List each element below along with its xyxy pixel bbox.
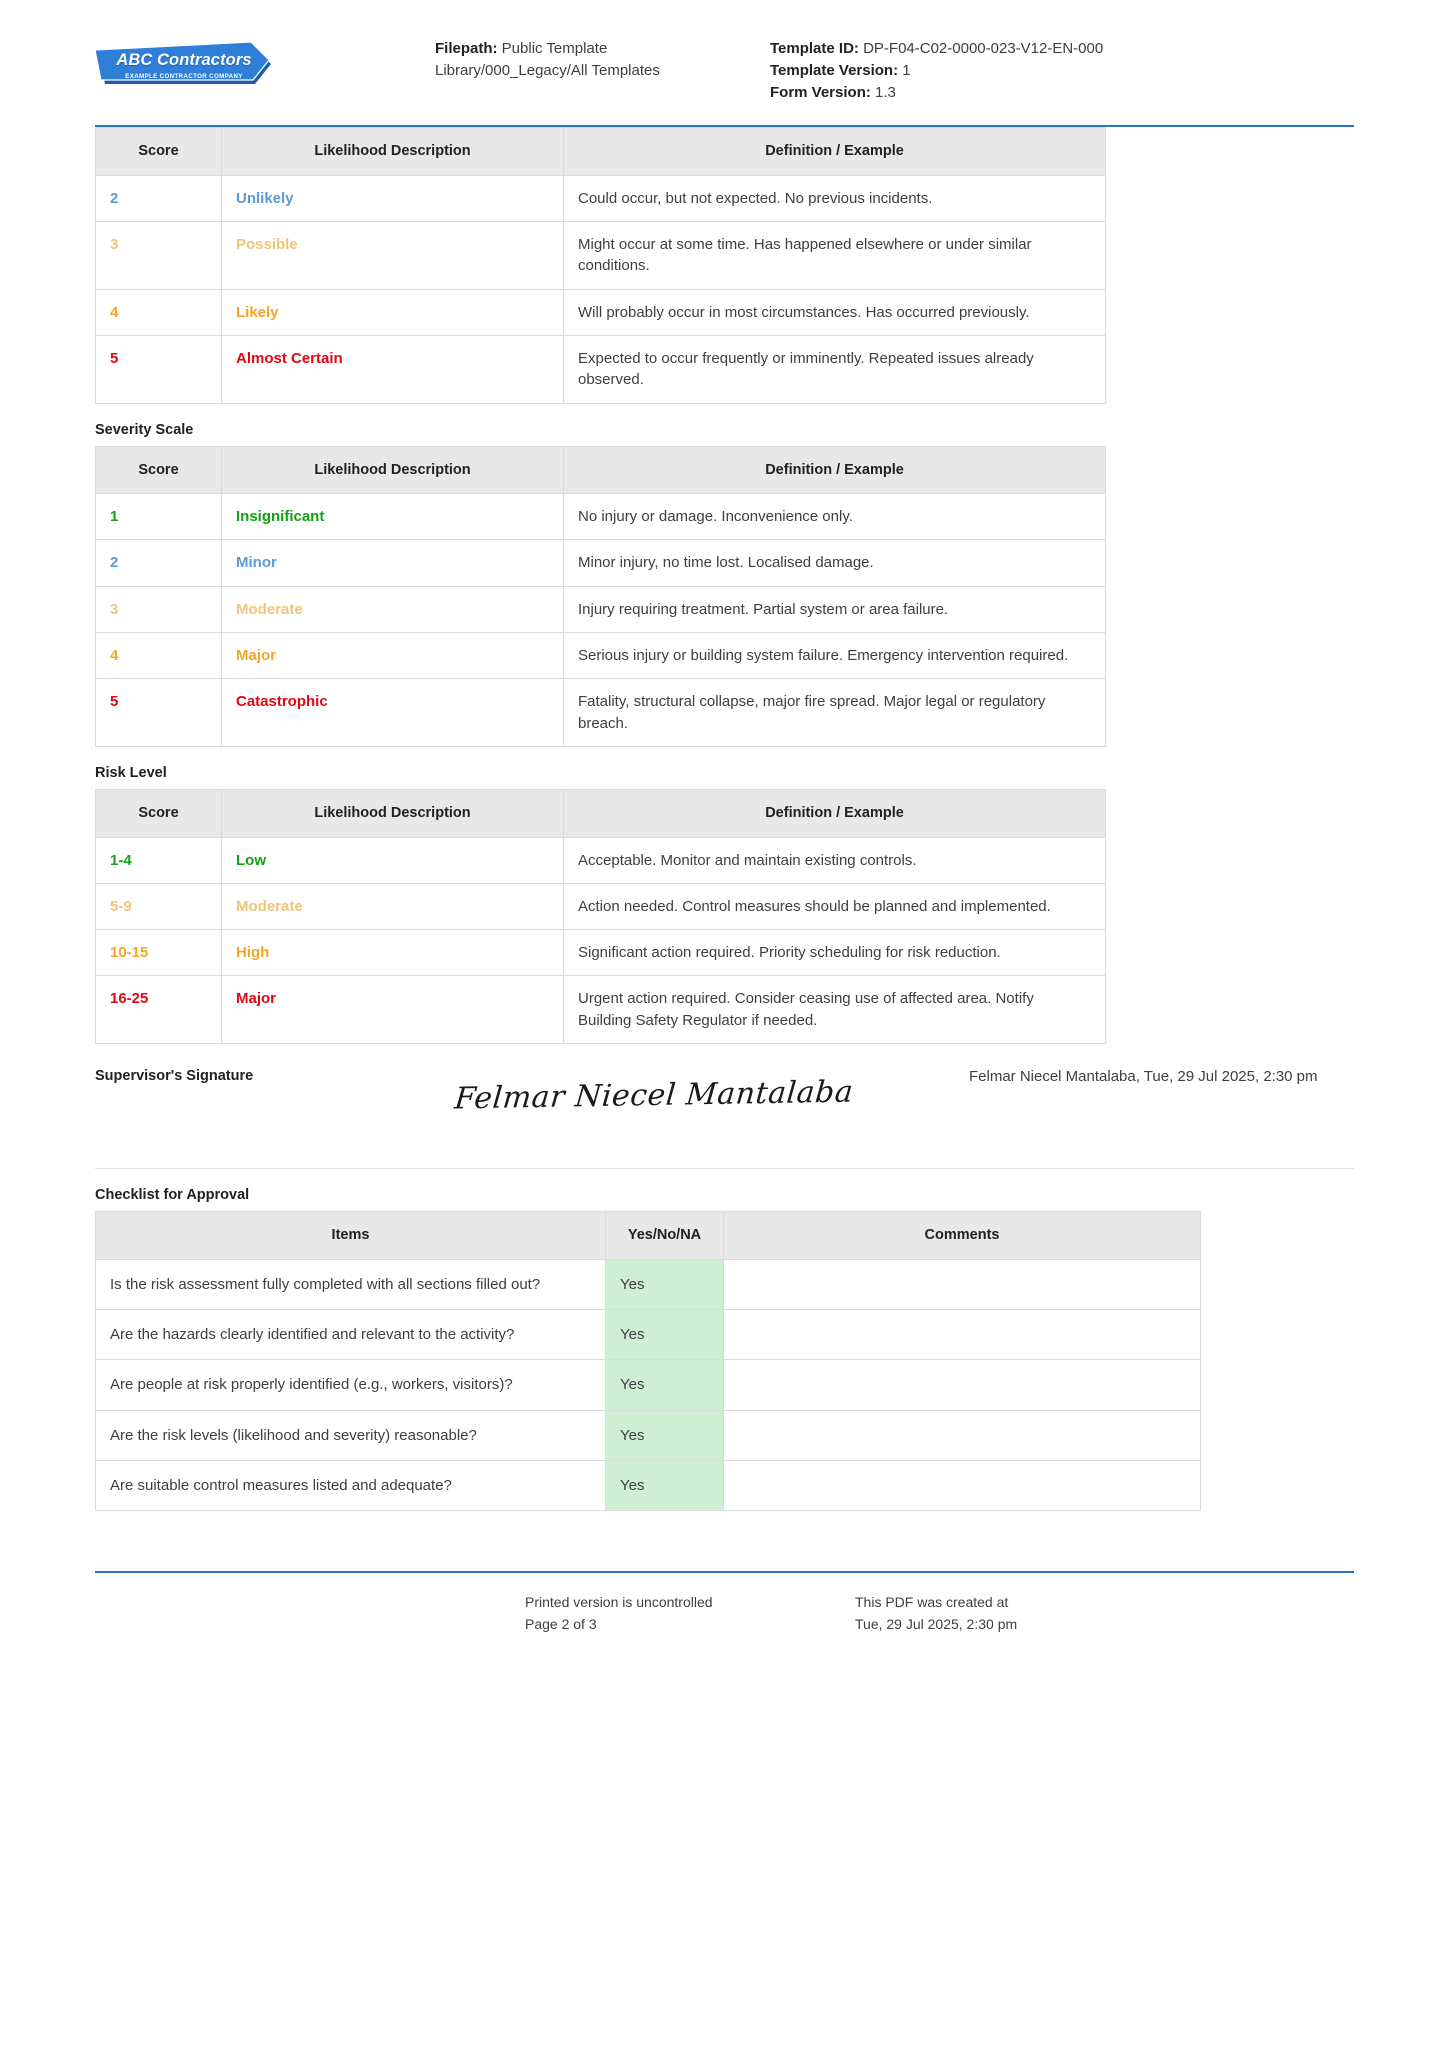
cell-answer[interactable]: Yes	[606, 1460, 724, 1510]
cell-score: 4	[96, 633, 222, 679]
footer-print-notice	[525, 1591, 855, 1636]
table-row	[96, 930, 1106, 976]
cell-description: Minor	[222, 540, 564, 586]
supervisor-signature-label: Supervisor's Signature	[95, 1068, 254, 1085]
table-row	[96, 289, 1106, 335]
column-header-description: Likelihood Description	[222, 446, 564, 494]
footer-page-number: Page 2 of 3	[525, 1616, 597, 1633]
table-row	[96, 336, 1106, 404]
document-header	[0, 0, 1449, 103]
column-header-description: Likelihood Description	[222, 128, 564, 176]
cell-comment[interactable]	[724, 1259, 1201, 1309]
cell-score: 2	[96, 540, 222, 586]
column-header-definition: Definition / Example	[564, 789, 1106, 837]
cell-description: Moderate	[222, 586, 564, 632]
cell-score: 1	[96, 494, 222, 540]
cell-score: 10-15	[96, 930, 222, 976]
cell-checklist-item: Are people at risk properly identified (e.g., workers, visitors)?	[96, 1360, 606, 1410]
cell-description: Possible	[222, 222, 564, 290]
cell-description: Likely	[222, 289, 564, 335]
table-row	[96, 976, 1106, 1044]
table-row	[96, 175, 1106, 221]
form-version-label: Form Version:	[770, 83, 871, 101]
table-row	[96, 586, 1106, 632]
column-header-definition: Definition / Example	[564, 446, 1106, 494]
cell-definition: Could occur, but not expected. No previous incidents.	[564, 175, 1106, 221]
footer-spacer	[95, 1591, 525, 1636]
cell-checklist-item: Is the risk assessment fully completed with all sections filled out?	[96, 1259, 606, 1309]
cell-score: 5	[96, 336, 222, 404]
template-id-label: Template ID:	[770, 40, 859, 57]
cell-score: 5	[96, 679, 222, 747]
document-footer	[0, 1573, 1449, 1636]
column-header-definition: Definition / Example	[564, 128, 1106, 176]
supervisor-signature-block	[95, 1066, 1354, 1138]
severity-scale-title: Severity Scale	[95, 421, 194, 438]
header-filepath-block	[435, 30, 725, 82]
section-divider	[95, 1168, 1354, 1169]
cell-answer[interactable]: Yes	[606, 1410, 724, 1460]
approval-checklist-body	[96, 1259, 1201, 1510]
table-row	[96, 1259, 1201, 1309]
table-row	[96, 1309, 1201, 1359]
filepath-value: Public Template Library/000_Legacy/All Templates	[435, 40, 660, 79]
cell-comment[interactable]	[724, 1309, 1201, 1359]
column-header-description: Likelihood Description	[222, 789, 564, 837]
cell-definition: Urgent action required. Consider ceasing use of affected area. Notify Building Safety Regulator if needed.	[564, 976, 1106, 1044]
column-header-score: Score	[96, 128, 222, 176]
footer-pdf-notice	[855, 1591, 1354, 1636]
template-id-value: DP-F04-C02-0000-023-V12-EN-000	[863, 40, 1104, 57]
cell-answer[interactable]: Yes	[606, 1309, 724, 1359]
table-row	[96, 883, 1106, 929]
cell-definition: Acceptable. Monitor and maintain existing controls.	[564, 837, 1106, 883]
signature-image	[425, 1066, 969, 1117]
cell-description: Low	[222, 837, 564, 883]
footer-pdf-created-date: Tue, 29 Jul 2025, 2:30 pm	[855, 1616, 1018, 1633]
cell-description: Insignificant	[222, 494, 564, 540]
cell-definition: Serious injury or building system failure. Emergency intervention required.	[564, 633, 1106, 679]
table-row	[96, 837, 1106, 883]
table-row	[96, 494, 1106, 540]
risk-level-title: Risk Level	[95, 764, 167, 781]
table-header-row	[96, 789, 1106, 837]
cell-score: 16-25	[96, 976, 222, 1044]
cell-description: Moderate	[222, 883, 564, 929]
cell-definition: Will probably occur in most circumstances. Has occurred previously.	[564, 289, 1106, 335]
company-logo	[95, 30, 435, 92]
cell-definition: Action needed. Control measures should be planned and implemented.	[564, 883, 1106, 929]
logo-company-subtitle: EXAMPLE CONTRACTOR COMPANY	[125, 72, 243, 80]
table-row	[96, 1360, 1201, 1410]
cell-score: 3	[96, 586, 222, 632]
table-row	[96, 540, 1106, 586]
footer-uncontrolled-text: Printed version is uncontrolled	[525, 1594, 713, 1611]
cell-comment[interactable]	[724, 1410, 1201, 1460]
cell-definition: No injury or damage. Inconvenience only.	[564, 494, 1106, 540]
likelihood-table-body	[96, 175, 1106, 403]
cell-description: Major	[222, 976, 564, 1044]
column-header-yesnona: Yes/No/NA	[606, 1212, 724, 1260]
form-version-value: 1.3	[875, 83, 896, 101]
header-template-block	[725, 30, 1379, 103]
cell-comment[interactable]	[724, 1360, 1201, 1410]
template-version-label: Template Version:	[770, 61, 899, 79]
cell-score: 4	[96, 289, 222, 335]
likelihood-table	[95, 127, 1106, 403]
filepath-label: Filepath:	[435, 40, 498, 57]
column-header-score: Score	[96, 789, 222, 837]
cell-score: 5-9	[96, 883, 222, 929]
column-header-score: Score	[96, 446, 222, 494]
cell-description: Catastrophic	[222, 679, 564, 747]
table-row	[96, 222, 1106, 290]
cell-answer[interactable]: Yes	[606, 1259, 724, 1309]
cell-description: Unlikely	[222, 175, 564, 221]
table-header-row	[96, 446, 1106, 494]
signature-meta: Felmar Niecel Mantalaba, Tue, 29 Jul 2025, 2:30 pm	[969, 1068, 1318, 1086]
cell-description: Major	[222, 633, 564, 679]
document-body	[0, 127, 1449, 1511]
cell-definition: Significant action required. Priority scheduling for risk reduction.	[564, 930, 1106, 976]
table-row	[96, 679, 1106, 747]
cell-score: 1-4	[96, 837, 222, 883]
cell-score: 3	[96, 222, 222, 290]
cell-score: 2	[96, 175, 222, 221]
logo-shape	[95, 40, 273, 92]
cell-checklist-item: Are suitable control measures listed and adequate?	[96, 1460, 606, 1510]
table-header-row	[96, 128, 1106, 176]
approval-checklist-table	[95, 1211, 1201, 1511]
cell-definition: Injury requiring treatment. Partial system or area failure.	[564, 586, 1106, 632]
checklist-title: Checklist for Approval	[95, 1187, 250, 1204]
cell-description: High	[222, 930, 564, 976]
cell-checklist-item: Are the hazards clearly identified and relevant to the activity?	[96, 1309, 606, 1359]
risk-level-table-body	[96, 837, 1106, 1043]
table-row	[96, 633, 1106, 679]
cell-description: Almost Certain	[222, 336, 564, 404]
table-row	[96, 1410, 1201, 1460]
column-header-items: Items	[96, 1212, 606, 1260]
cell-checklist-item: Are the risk levels (likelihood and severity) reasonable?	[96, 1410, 606, 1460]
logo-company-name: ABC Contractors	[116, 51, 252, 70]
cell-definition: Fatality, structural collapse, major fire spread. Major legal or regulatory breach.	[564, 679, 1106, 747]
cell-definition: Expected to occur frequently or imminently. Repeated issues already observed.	[564, 336, 1106, 404]
severity-table-body	[96, 494, 1106, 747]
table-row	[96, 1460, 1201, 1510]
cell-definition: Might occur at some time. Has happened elsewhere or under similar conditions.	[564, 222, 1106, 290]
cell-definition: Minor injury, no time lost. Localised damage.	[564, 540, 1106, 586]
signature-handwriting: Felmar Niecel Mantalaba	[453, 1074, 855, 1117]
logo-banner-icon	[95, 40, 273, 92]
footer-pdf-created-label: This PDF was created at	[855, 1594, 1009, 1611]
table-header-row	[96, 1212, 1201, 1260]
severity-table	[95, 446, 1106, 747]
risk-level-table	[95, 789, 1106, 1044]
cell-comment[interactable]	[724, 1460, 1201, 1510]
cell-answer[interactable]: Yes	[606, 1360, 724, 1410]
column-header-comments: Comments	[724, 1212, 1201, 1260]
template-version-value: 1	[902, 61, 911, 79]
